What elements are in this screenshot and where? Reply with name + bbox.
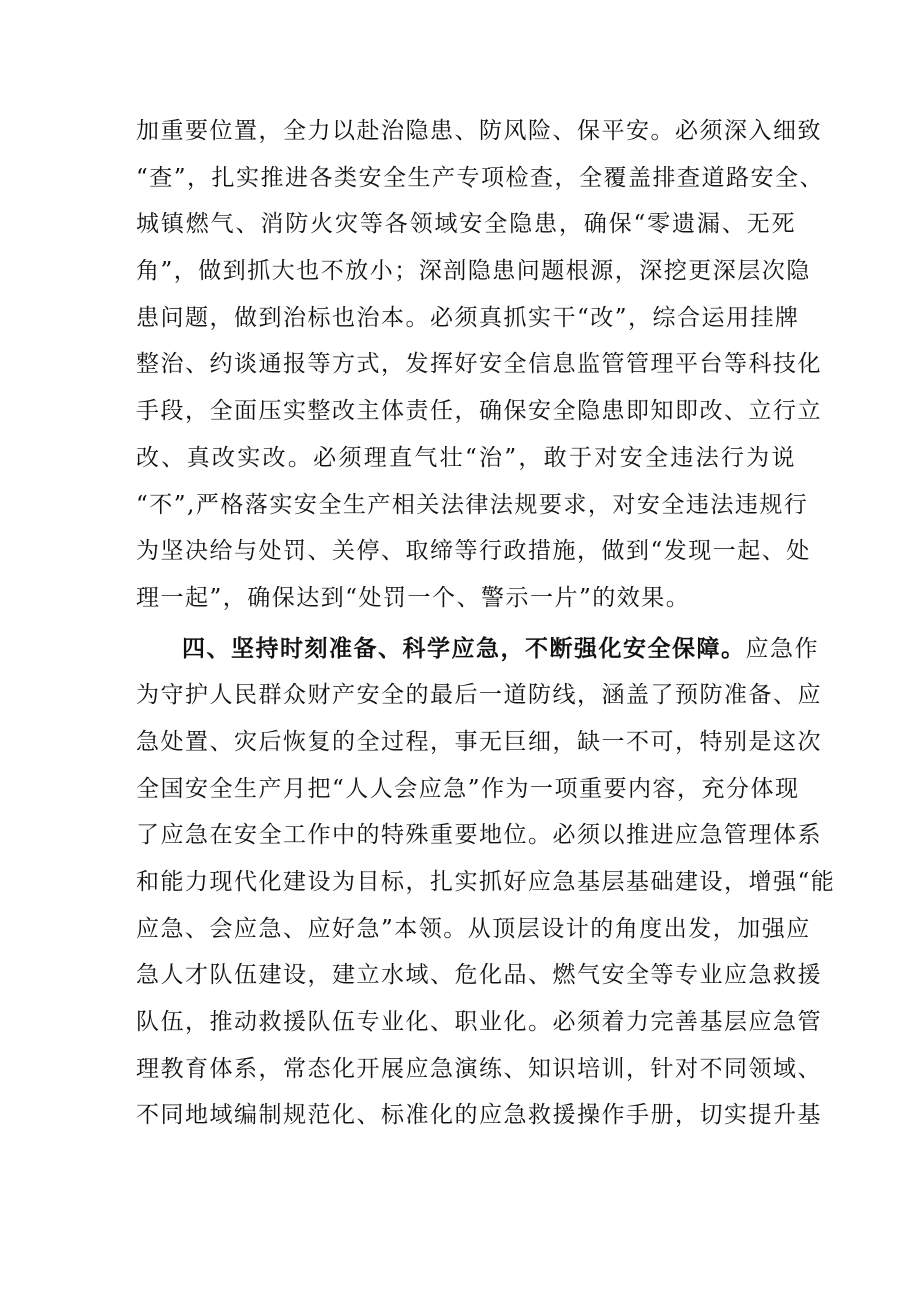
text-line: 手段，全面压实整改主体责任，确保安全隐患即知即改、立行立 [136, 398, 822, 425]
text-line: 患问题，做到治标也治本。必须真抓实干“改”，综合运用挂牌 [136, 304, 800, 331]
document-body [136, 108, 836, 1139]
text-line: 为守护人民群众财产安全的最后一道防线，涵盖了预防准备、应 [136, 682, 822, 709]
text-line: 全国安全生产月把“人人会应急”作为一项重要内容，充分体现 [136, 775, 800, 802]
section-heading: 四、坚持时刻准备、科学应急，不断强化安全保障。 [182, 634, 746, 662]
text-line: 了应急在安全工作中的特殊重要地位。必须以推进应急管理体系 [136, 822, 822, 849]
text-line: “不”,严格落实安全生产相关法律法规要求，对安全违法违规行 [136, 491, 809, 518]
text-line: 急处置、灾后恢复的全过程，事无巨细，缺一不可，特别是这次 [136, 728, 822, 755]
text-line: 理教育体系，常态化开展应急演练、知识培训，针对不同领域、 [136, 1055, 822, 1082]
text-line: 应急、会应急、应好急”本领。从顶层设计的角度出发，加强应 [136, 915, 811, 942]
text-line: 队伍，推动救援队伍专业化、职业化。必须着力完善基层应急管 [136, 1009, 822, 1036]
text-line: 改、真改实改。必须理直气壮“治”，敢于对安全违法行为说 [136, 444, 796, 471]
section-heading-line [136, 626, 819, 673]
text-line: 整治、约谈通报等方式，发挥好安全信息监管管理平台等科技化 [136, 351, 822, 378]
text-line: “查”，扎实推进各类安全生产专项检查，全覆盖排查道路安全、 [136, 164, 825, 191]
text-line: 为坚决给与处罚、关停、取缔等行政措施，做到“发现一起、处 [136, 538, 811, 565]
text-line: 急人才队伍建设，建立水域、危化品、燃气安全等专业应急救援 [136, 962, 822, 989]
text-line: 和能力现代化建设为目标，扎实抓好应急基层基础建设，增强“能 [136, 869, 836, 895]
text-line: 加重要位置，全力以赴治隐患、防风险、保平安。必须深入细致 [136, 118, 822, 144]
text-line: 角”，做到抓大也不放小；深剖隐患问题根源，深挖更深层次隐 [136, 258, 811, 285]
text-line: 理一起”，确保达到“处罚一个、警示一片”的效果。 [136, 584, 691, 611]
section-heading-continuation: 应急作 [745, 635, 819, 662]
text-line: 城镇燃气、消防火灾等各领域安全隐患，确保“零遗漏、无死 [136, 211, 796, 238]
text-line: 不同地域编制规范化、标准化的应急救援操作手册，切实提升基 [136, 1102, 822, 1129]
